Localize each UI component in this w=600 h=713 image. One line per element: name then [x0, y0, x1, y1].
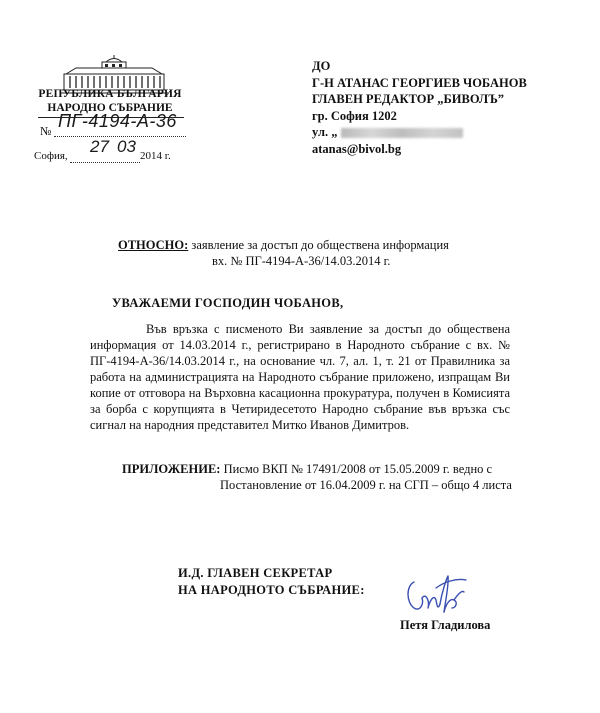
- attachment-label: ПРИЛОЖЕНИЕ:: [122, 462, 221, 476]
- subject-reference: вх. № ПГ-4194-А-36/14.03.2014 г.: [212, 254, 391, 268]
- attachment-line-1: [122, 462, 492, 477]
- letter-body: Във връзка с писменото Ви заявление за достъп до обществена информация от 14.03.2014 г., регистрирано в Народното събрание с вх. № ПГ-4194-А-36/14.03.2014 г., на основание чл. 7, ал. 1, т. 21 от Правилника за работа на администрацията на Народното събрание приложено, изпращам Ви копие от отговора на Върховна касационна прокуратура, получен в Комисията за борба с корупцията в Четиридесетото Народно събрание във връзка със сигнал на народния представител Митко Иванов Димитров.: [90, 322, 510, 432]
- registration-number: ПГ-4194-А-36: [58, 111, 177, 131]
- date-dotted-line: [70, 161, 140, 163]
- recipient-street: [312, 124, 527, 141]
- signatory-title-1: И.Д. ГЛАВЕН СЕКРЕТАР: [178, 566, 333, 580]
- salutation: УВАЖАЕМИ ГОСПОДИН ЧОБАНОВ,: [112, 296, 344, 310]
- signatory-title-2: НА НАРОДНОТО СЪБРАНИЕ:: [178, 583, 365, 597]
- redacted-address: [341, 128, 463, 138]
- number-label: №: [40, 124, 52, 138]
- recipient-block: [312, 58, 527, 157]
- subject-text: заявление за достъп до обществена информация: [188, 238, 449, 252]
- subject-label: ОТНОСНО:: [118, 238, 189, 252]
- recipient-title: ГЛАВЕН РЕДАКТОР „БИВОЛЪ”: [312, 92, 505, 106]
- recipient-email: atanas@bivol.bg: [312, 141, 402, 156]
- date-day: 27: [90, 137, 109, 156]
- date-month: 03: [117, 137, 136, 156]
- recipient-city: гр. София 1202: [312, 108, 397, 123]
- city-label: София,: [34, 150, 68, 162]
- org-line-republic: РЕПУБЛИКА БЪЛГАРИЯ: [38, 88, 182, 100]
- handwritten-signature: [400, 568, 472, 616]
- subject-line: [118, 238, 449, 253]
- recipient-name: Г-Н АТАНАС ГЕОРГИЕВ ЧОБАНОВ: [312, 75, 527, 90]
- attachment-line-2: Постановление от 16.04.2009 г. на СГП – общо 4 листа: [220, 478, 512, 492]
- street-prefix: ул. „: [312, 125, 338, 139]
- recipient-to: ДО: [312, 59, 331, 73]
- date-year: 2014 г.: [140, 150, 171, 162]
- org-line-parliament: НАРОДНО СЪБРАНИЕ: [47, 102, 173, 114]
- attachment-text-1: Писмо ВКП № 17491/2008 от 15.05.2009 г. ведно с: [220, 462, 493, 476]
- signatory-name: Петя Гладилова: [400, 618, 491, 632]
